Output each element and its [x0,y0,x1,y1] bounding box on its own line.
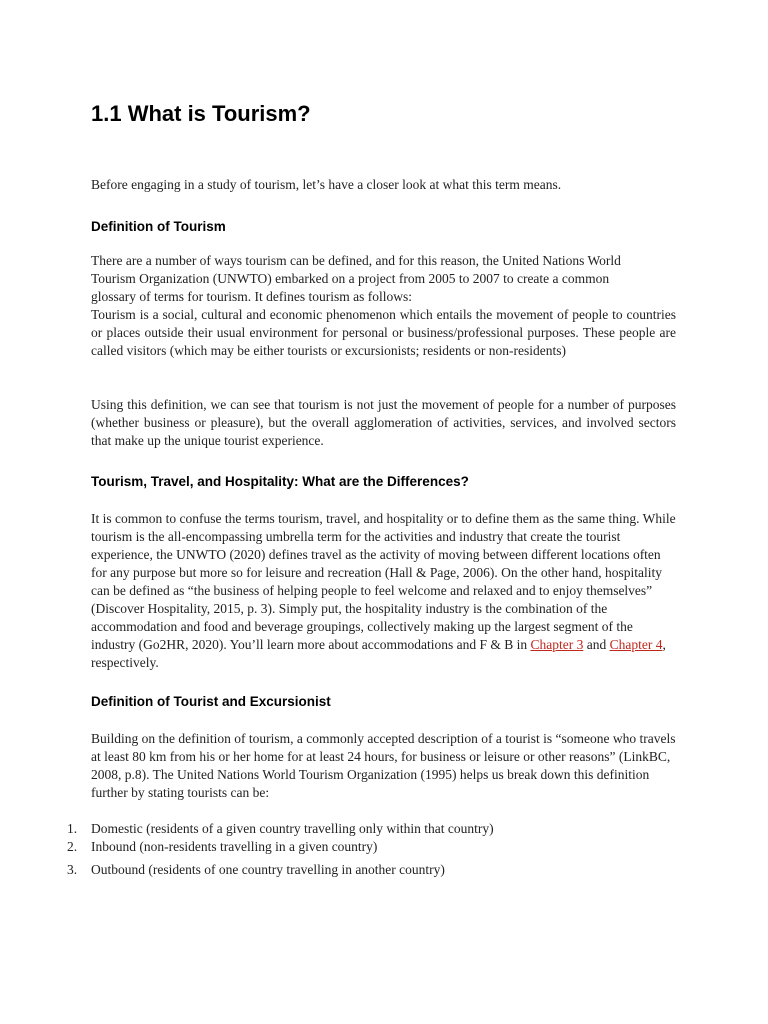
section-heading-differences: Tourism, Travel, and Hospitality: What are the Differences? [91,474,469,489]
list-item-text: Inbound (non-residents travelling in a given country) [91,839,378,854]
differences-text-end: , respectively. [91,637,666,670]
tourism-definition-quote: Tourism is a social, cultural and economic phenomenon which entails the movement of people to countries or places outside their usual environment for personal or business/professional purposes. These people are called visitors (which may be either tourists or excursionists; residents or non-residents) [91,307,676,358]
page-title: 1.1 What is Tourism? [91,101,311,126]
list-item-number: 3. [67,862,78,877]
list-item-text: Outbound (residents of one country travelling in another country) [91,862,445,877]
differences-text: It is common to confuse the terms tourism, travel, and hospitality or to define them as the same thing. While tourism is the all-encompassing umbrella term for the activities and industry that create the tourist experience, the UNWTO (2020) defines travel as the activity of moving between different locations often for any purpose but more so for leisure and recreation (Hall & Page, 2006). On the other hand, hospitality can be defined as “the business of helping people to feel welcome and relaxed and to enjoy themselves” (Discover Hospitality, 2015, p. 3). Simply put, the hospitality industry is the combination of the accommodation and food and beverage groupings, collectively making up the largest segment of the industry (Go2HR, 2020). You’ll learn more about accommodations and F & B in [91,511,676,652]
differences-text-mid: and [583,637,610,652]
list-item [67,861,676,879]
definition-intro-paragraph: There are a number of ways tourism can be defined, and for this reason, the United Nations World Tourism Organization (UNWTO) embarked on a project from 2005 to 2007 to create a common glossary of terms for tourism. It defines tourism as follows: [91,253,621,304]
list-item-number: 1. [67,821,78,836]
tourist-definition-paragraph: Building on the definition of tourism, a commonly accepted description of a tourist is “someone who travels at least 80 km from his or her home for at least 24 hours, for business or leisure or other reasons” (LinkBC, 2008, p.8). The United Nations World Tourism Organization (1995) helps us break down this definition further by stating tourists can be: [91,731,676,800]
section-heading-tourist-and-excursionist: Definition of Tourist and Excursionist [91,694,331,709]
intro-paragraph: Before engaging in a study of tourism, let’s have a closer look at what this term means. [91,177,562,192]
definition-explanation-paragraph: Using this definition, we can see that tourism is not just the movement of people for a number of purposes (whether business or pleasure), but the overall agglomeration of activities, services, and involved sectors that make up the unique tourist experience. [91,397,676,448]
list-item [67,820,676,838]
chapter-3-link[interactable]: Chapter 3 [530,637,584,652]
chapter-4-link[interactable]: Chapter 4 [609,637,663,652]
list-item-number: 2. [67,839,78,854]
list-item [67,838,676,856]
tourist-types-list [67,820,676,879]
list-item-text: Domestic (residents of a given country travelling only within that country) [91,821,494,836]
section-heading-definition-of-tourism: Definition of Tourism [91,219,226,234]
differences-paragraph [91,510,676,672]
